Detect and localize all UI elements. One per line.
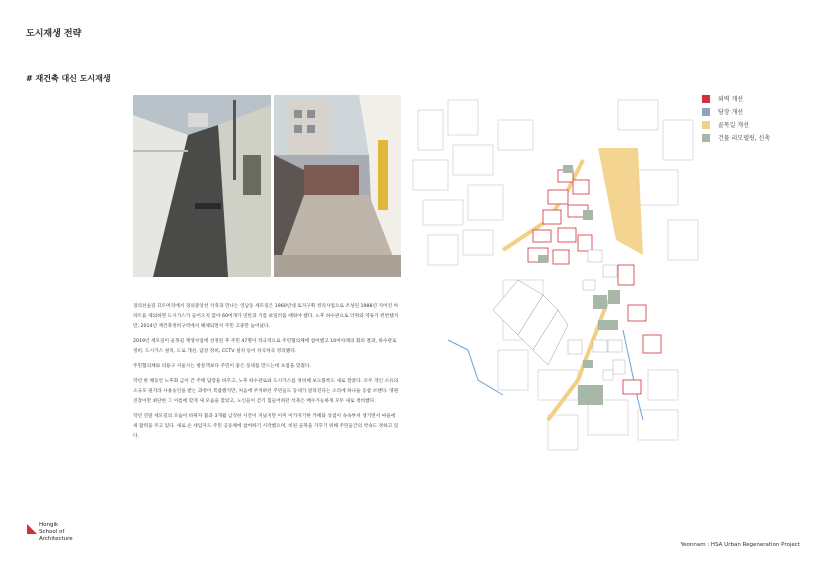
footer-credit: Yeonnam : HSA Urban Regeneration Project bbox=[680, 542, 800, 548]
legend-item-wall bbox=[702, 92, 770, 105]
logo-line: School of bbox=[39, 529, 65, 535]
section-title: # 재건축 대신 도시재생 bbox=[26, 74, 111, 83]
school-logo bbox=[27, 522, 73, 543]
logo-line: Hongik bbox=[39, 522, 59, 528]
site-plan-map bbox=[408, 80, 708, 460]
legend-item-alley bbox=[702, 118, 770, 131]
alley-photo-after bbox=[274, 95, 401, 277]
body-text bbox=[133, 302, 401, 447]
legend-item-fence bbox=[702, 105, 770, 118]
alley-photo-before bbox=[133, 95, 271, 277]
map-legend bbox=[702, 92, 770, 144]
paragraph: 경의선숲길 끄트머리에서 경의중앙선 삭축과 만나는 연남동 세모길은 1960년대 토지구획 정리사업으로 조성된 1988년 지어진 아파트를 제외하면 도시가스가 들어오지 않아 60여개가 연탄과 기름 보일러를 때워야 했다. 노후 하수관으로 악취와 역류가 빈번했지만, 2014년 재건축정비구역에서 해제되면서 주민 고충만 늘어났다. bbox=[133, 304, 399, 329]
legend-label: 담장 개선 bbox=[718, 109, 744, 116]
legend-item-building bbox=[702, 131, 770, 144]
paragraph: 작년 한 해동안 노후화 금이 간 주택 담장을 바꾸고, 노후 하수관로와 도시가스를 정비해 보도블록도 새로 깔았다. 모두 개인 소유의 소규모 필지라 사용승인을 받는 과정이 복잡했지만, 처음에 주저하던 주민들도 동네가 달라진다는 소리에 하나둘 동참 브랜다. 영원진장이만 최단한 그 이름에 맞게 새 모습을 찾았고, 노인들이 걷기 힘들어하던 석축은 배수가능하게 모두 새로 정비했다. bbox=[133, 379, 399, 404]
legend-swatch bbox=[702, 121, 710, 129]
legend-label: 건물 리모델링, 신축 bbox=[718, 135, 771, 142]
legend-label: 골목길 개선 bbox=[718, 122, 749, 129]
paragraph: 주민협의체와 의용구 서울시는 방문객보다 주민이 좋은 동네를 만드는데 초점을 맞췄다. bbox=[133, 364, 311, 369]
logo-line: Architecture bbox=[39, 536, 73, 542]
legend-label: 외벽 개선 bbox=[718, 96, 744, 103]
paragraph: 작년 연말 세모길의 모습이 바뀌자 불과 3개월 남짓한 시간이 지났지만 이미 이가지기한 카페와 상점이 속속부쳐 생기면서 마을에 새 활력을 주고 있다. 새로 온 세입자도 주민 공동체에 참여하기 시작했으며, 비핀 골목을 가꾸기 위해 주민들간의 약속도 정하고 있다. bbox=[133, 414, 399, 439]
legend-swatch bbox=[702, 108, 710, 116]
paragraph: 2019년 세모길이 골목길 재생사업에 선정된 후 주민 47명이 적극적으로 주민협의체에 참여했고 10여차례의 회의 결과, 하수관로 정비, 도시가스 설치, 도로 개선, 담장 정비, CCTV 설치 등이 차곡차곡 정리됐다. bbox=[133, 339, 397, 354]
legend-swatch bbox=[702, 134, 710, 142]
logo-mark-icon bbox=[27, 524, 37, 534]
page-title: 도시재생 전략 bbox=[26, 29, 82, 39]
legend-swatch bbox=[702, 95, 710, 103]
